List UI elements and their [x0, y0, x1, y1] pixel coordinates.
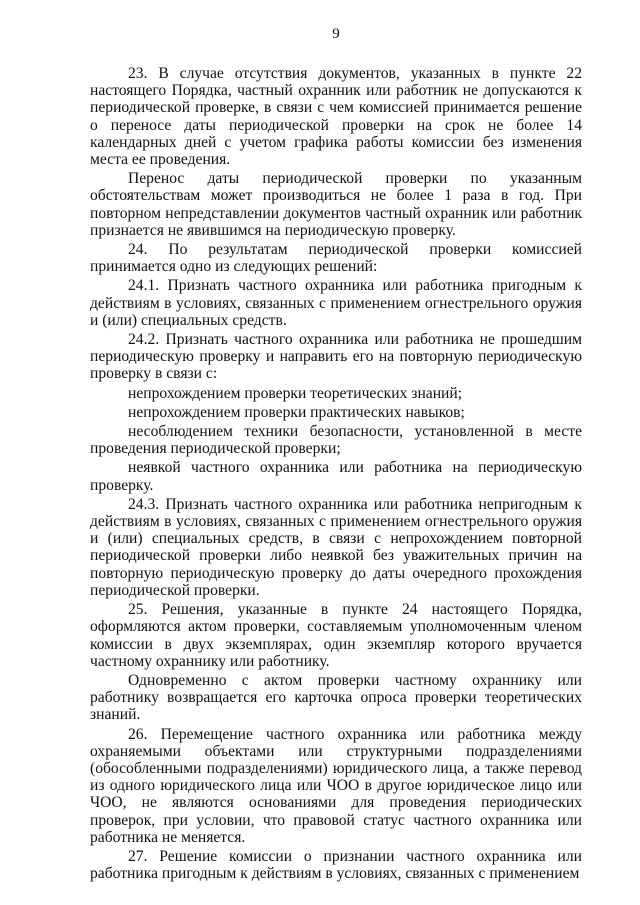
paragraph-25: 25. Решения, указанные в пункте 24 настоящего Порядка, оформляются актом проверки, составляемым уполномоченным членом комиссии в двух экземплярах, один экземпляр которого вручается частному охраннику или работнику.: [90, 601, 582, 670]
list-item: непрохождением проверки теоретических знаний;: [128, 384, 463, 402]
paragraph-24-2: 24.2. Признать частного охранника или работника не прошедшим периодическую проверку и направить его на повторную периодическую проверку в связи с:: [90, 331, 582, 383]
list-item: непрохождением проверки практических навыков;: [128, 403, 465, 421]
paragraph-27: 27. Решение комиссии о признании частного охранника или работника пригодным к действиям в условиях, связанных с применением: [90, 847, 582, 883]
list-item: несоблюдением техники безопасности, установленной в месте проведения периодической проверки;: [90, 423, 582, 458]
paragraph-24-3: 24.3. Признать частного охранника или работника непригодным к действиям в условиях, связанных с применением огнестрельного оружия и (или) специальных средств, в связи с непрохождением повторной периодической проверки либо неявкой без уважительных причин на повторную периодическую проверку до даты очередного прохождения периодической проверки.: [90, 495, 582, 599]
paragraph-23-continued: Перенос даты периодической проверки по указанным обстоятельствам может производиться не более 1 раза в год. При повторном непредставлении документов частный охранник или работник признается не явившимся на периодическую проверку.: [90, 170, 582, 239]
document-body: [90, 65, 582, 882]
paragraph-24: 24. По результатам периодической проверки комиссией принимается одно из следующих решений:: [90, 241, 582, 276]
paragraph-24-1: 24.1. Признать частного охранника или работника пригодным к действиям в условиях, связанных с применением огнестрельного оружия и (или) специальных средств.: [90, 277, 582, 329]
paragraph-26: 26. Перемещение частного охранника или работника между охраняемыми объектами или структурными подразделениями (обособленными подразделениями) юридического лица, а также перевод из одного юридического лица или ЧОО в другое юридическое лицо или ЧОО, не являются основаниями для проведения периодических проверок, при условии, что правовой статус частного охранника или работника не меняется.: [90, 725, 582, 846]
list-item: неявкой частного охранника или работника на периодическую проверку.: [90, 459, 582, 494]
paragraph-23: 23. В случае отсутствия документов, указанных в пункте 22 настоящего Порядка, частный охранник или работник не допускаются к периодической проверке, в связи с чем комиссией принимается решение о переносе даты периодической проверки на срок не более 14 календарных дней с учетом графика работы комиссии без изменения места ее проведения.: [90, 65, 582, 169]
paragraph-25-continued: Одновременно с актом проверки частному охраннику или работнику возвращается его карточка опроса проверки теоретических знаний.: [90, 671, 582, 724]
page-number: 9: [332, 26, 340, 42]
